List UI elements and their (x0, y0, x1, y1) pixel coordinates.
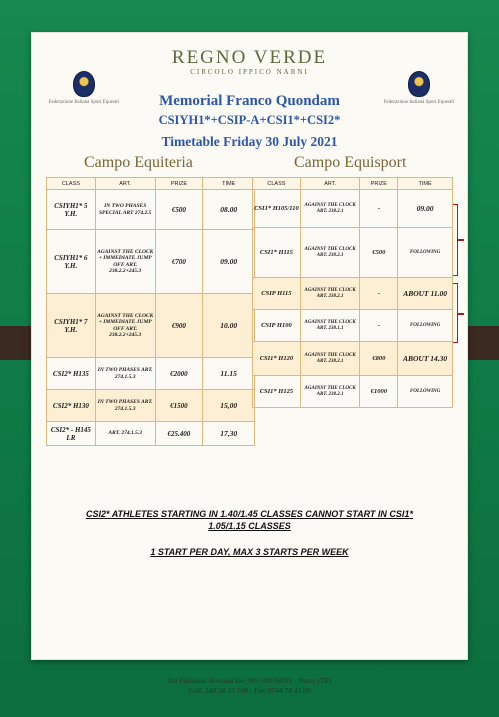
left-timetable (46, 177, 255, 446)
bracket-tick-2 (458, 313, 464, 315)
header-time: TIME (203, 178, 255, 190)
art-cell: AGAINST THE CLOCK ART. 238.2.1 (300, 278, 360, 310)
art-cell: AGAINST THE CLOCK ART. 238.2.1 (300, 228, 360, 278)
class-cell: CSI2* - H145 LR (47, 422, 96, 446)
table-header-row (253, 178, 453, 190)
federation-label-left: Federazione Italiana Sport Equestri (48, 100, 120, 105)
header-time: TIME (398, 178, 453, 190)
header-art: ART. (300, 178, 360, 190)
prize-cell: - (360, 278, 398, 310)
footer (0, 676, 499, 696)
class-cell: CSIP H100 (253, 310, 301, 342)
art-cell: AGAINST THE CLOCK + IMMEDIATE JUMP OFF ART. 238.2.2+245.3 (95, 230, 155, 294)
table-row (47, 230, 255, 294)
class-cell: CSI1* H120 (253, 342, 301, 376)
arena-title-left: Campo Equiteria (84, 154, 193, 171)
prize-cell: €2000 (155, 358, 203, 390)
table-header-row (47, 178, 255, 190)
class-cell: CSI1* H105/110 (253, 190, 301, 228)
footer-phone: Cell. 348 24 12 198 - Fax 0744 74 41 00 (188, 686, 311, 695)
timetable-sheet (31, 32, 468, 660)
class-cell: CSI2* H130 (47, 390, 96, 422)
class-cell: CSIP H115 (253, 278, 301, 310)
art-cell: IN TWO PHASES SPECIAL ART 274.2.5 (95, 190, 155, 230)
prize-cell: €1500 (155, 390, 203, 422)
prize-cell: €500 (155, 190, 203, 230)
header-prize: PRIZE (360, 178, 398, 190)
table-row (253, 228, 453, 278)
art-cell: IN TWO PHASES ART. 274.1.5.3 (95, 390, 155, 422)
class-cell: CSIYH1* 6 Y.H. (47, 230, 96, 294)
time-cell: 10.00 (203, 294, 255, 358)
time-cell: 09.00 (203, 230, 255, 294)
header-prize: PRIZE (155, 178, 203, 190)
table-row (47, 390, 255, 422)
table-row (47, 422, 255, 446)
time-cell: 08.00 (203, 190, 255, 230)
notice-line-1: CSI2* ATHLETES STARTING IN 1.40/1.45 CLASSES CANNOT START IN CSI1* (86, 509, 413, 519)
logo-sub-text: CIRCOLO IPPICO NARNI (190, 68, 309, 76)
header-class: CLASS (47, 178, 96, 190)
art-cell: AGAINST THE CLOCK ART. 238.1.1 (300, 310, 360, 342)
notice-line-2: 1.05/1.15 CLASSES (208, 521, 291, 531)
art-cell: AGAINST THE CLOCK ART. 238.2.1 (300, 342, 360, 376)
table-row (253, 190, 453, 228)
notice-line-3: 1 START PER DAY, MAX 3 STARTS PER WEEK (150, 547, 349, 557)
table-row (253, 342, 453, 376)
header-class: CLASS (253, 178, 301, 190)
table-row (253, 376, 453, 408)
art-cell: IN TWO PHASES ART. 274.1.5.3 (95, 358, 155, 390)
class-cell: CSIYH1* 5 Y.H. (47, 190, 96, 230)
header-art: ART. (95, 178, 155, 190)
logo-main-text: REGNO VERDE (171, 47, 328, 68)
federation-label-right: Federazione Italiana Sport Equestri (383, 100, 455, 105)
time-cell: FOLLOWING (398, 228, 453, 278)
table-row (253, 278, 453, 310)
prize-cell: €700 (155, 230, 203, 294)
class-cell: CSIYH1* 7 Y.H. (47, 294, 96, 358)
table-row (47, 358, 255, 390)
time-cell: 11.15 (203, 358, 255, 390)
table-row (47, 294, 255, 358)
right-timetable (252, 177, 453, 408)
time-cell: FOLLOWING (398, 310, 453, 342)
prize-cell: €500 (360, 228, 398, 278)
time-cell: 09.00 (398, 190, 453, 228)
art-cell: AGAINST THE CLOCK ART. 238.2.1 (300, 190, 360, 228)
event-classes: CSIYH1*+CSIP-A+CSI1*+CSI2* (158, 113, 341, 127)
bracket-tick-1 (458, 239, 464, 241)
table-row (253, 310, 453, 342)
class-cell: CSI1* H125 (253, 376, 301, 408)
time-cell: 15,00 (203, 390, 255, 422)
prize-cell: €900 (155, 294, 203, 358)
table-row (47, 190, 255, 230)
art-cell: AGAINST THE CLOCK ART. 238.2.1 (300, 376, 360, 408)
time-cell: FOLLOWING (398, 376, 453, 408)
art-cell: AGAINST THE CLOCK + IMMEDIATE JUMP OFF ART. 238.2.2+245.3 (95, 294, 155, 358)
class-cell: CSI1* H115 (253, 228, 301, 278)
time-cell: 17,30 (203, 422, 255, 446)
prize-cell: - (360, 190, 398, 228)
event-title: Memorial Franco Quondam (159, 93, 340, 109)
arena-title-right: Campo Equisport (294, 154, 407, 171)
prize-cell: €800 (360, 342, 398, 376)
art-cell: ART. 274.1.5.3 (95, 422, 155, 446)
time-cell: ABOUT 11.00 (398, 278, 453, 310)
timetable-date: Timetable Friday 30 July 2021 (161, 134, 338, 149)
time-cell: ABOUT 14.30 (398, 342, 453, 376)
prize-cell: - (360, 310, 398, 342)
class-cell: CSI2* H135 (47, 358, 96, 390)
prize-cell: €25.400 (155, 422, 203, 446)
footer-address: Via Flaminia Ternana km. 90+500 05035 - Narni (TR) (167, 676, 332, 685)
regno-verde-logo (172, 47, 327, 76)
prize-cell: €1000 (360, 376, 398, 408)
